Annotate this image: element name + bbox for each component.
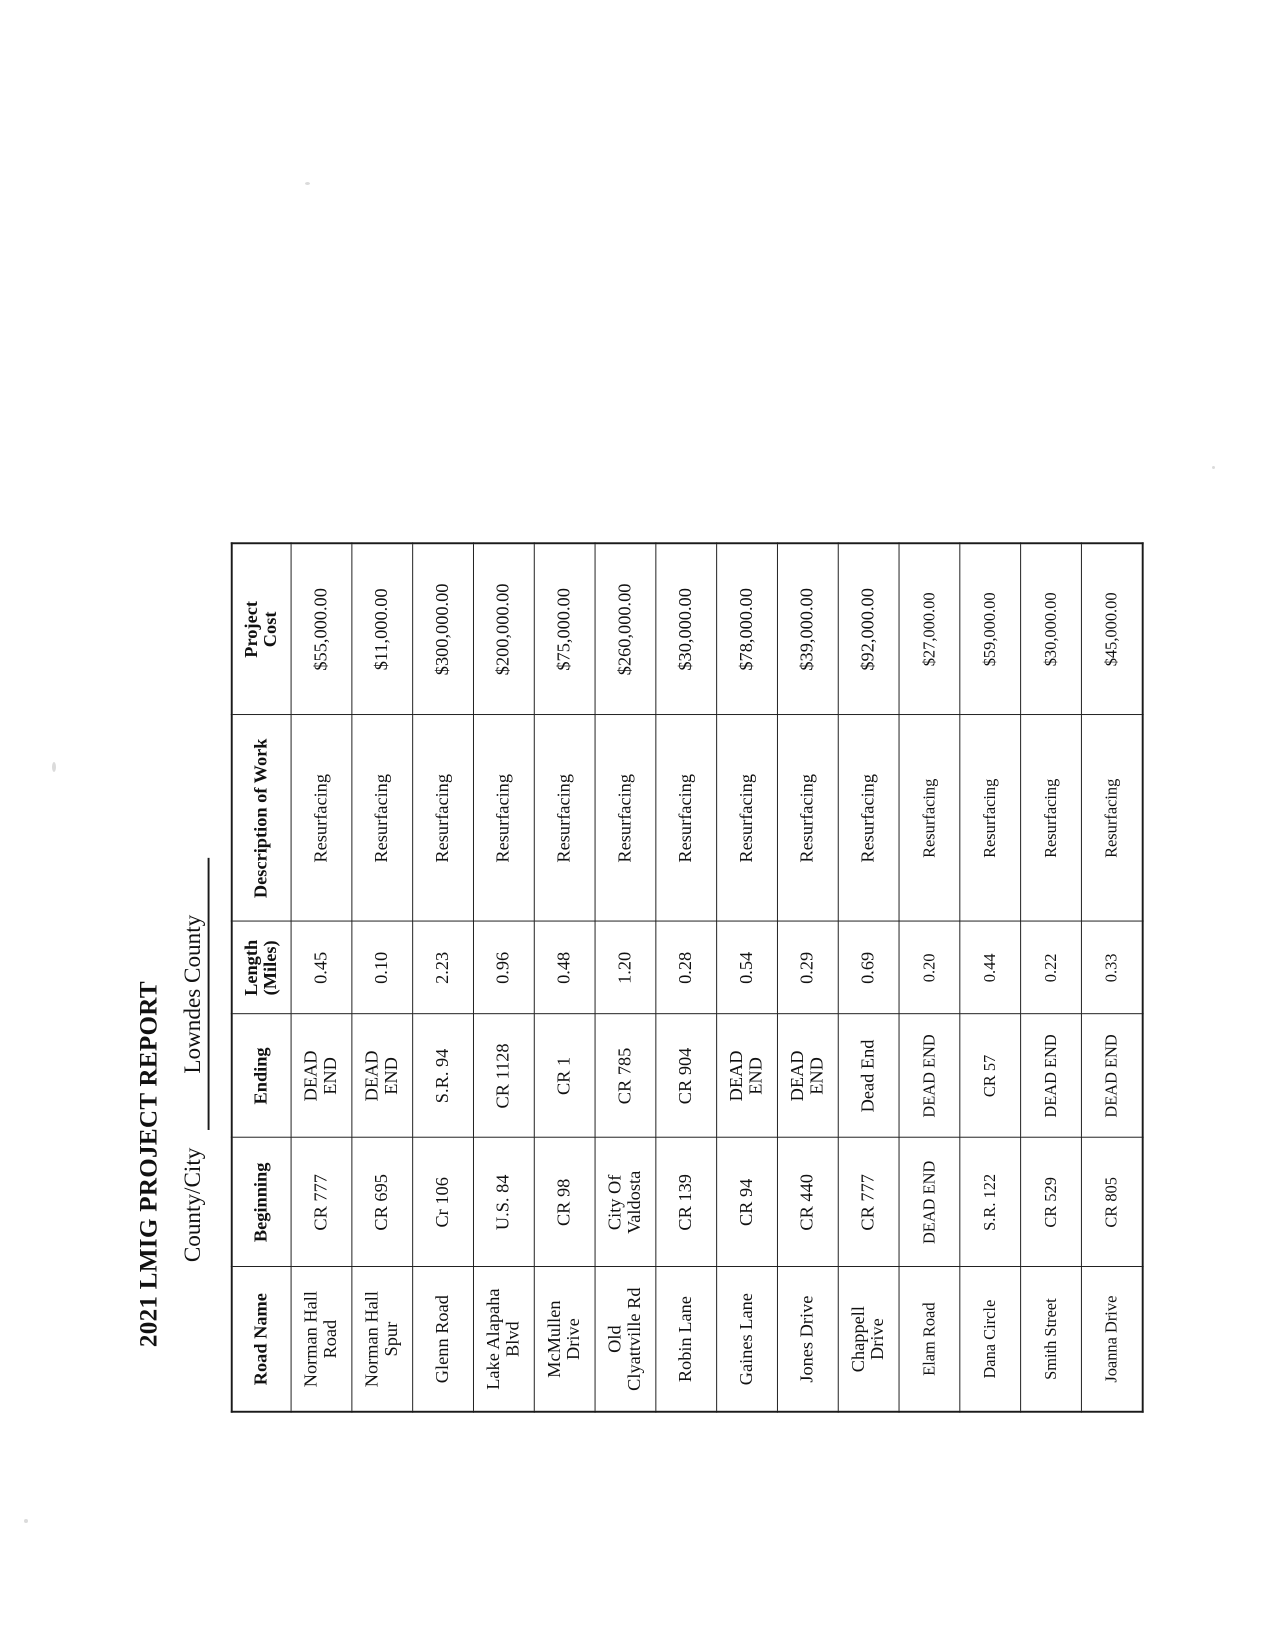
cell-ending — [716, 1014, 777, 1138]
cell-ending-line1: DEAD — [726, 1049, 747, 1101]
cell-road-name-line1: Old — [604, 1324, 626, 1353]
cell-road-name-line1: Elam Road — [919, 1301, 938, 1376]
cell-project-cost: $30,000.00 — [1020, 543, 1081, 715]
cell-ending-line1: CR 904 — [675, 1047, 696, 1104]
cell-road-name — [595, 1267, 656, 1412]
cell-description-of-work: Resurfacing — [1081, 715, 1142, 922]
table-row — [716, 543, 777, 1412]
cell-project-cost: $75,000.00 — [534, 543, 595, 715]
cell-beginning-line1: U.S. 84 — [492, 1174, 514, 1230]
cell-beginning — [534, 1137, 595, 1266]
cell-road-name — [473, 1267, 534, 1412]
cell-ending — [838, 1014, 899, 1138]
cell-ending — [655, 1014, 716, 1138]
cell-length: 0.69 — [838, 921, 899, 1014]
table-row — [959, 543, 1020, 1412]
cell-road-name-line2: Clyattville Rd — [623, 1286, 645, 1391]
cell-project-cost: $59,000.00 — [959, 543, 1020, 715]
cell-road-name-line1: Jones Drive — [796, 1295, 818, 1383]
cell-road-name — [534, 1267, 595, 1412]
cell-ending — [899, 1014, 960, 1138]
county-city-field — [180, 131, 209, 1262]
cell-beginning — [1081, 1137, 1142, 1266]
cell-beginning — [838, 1137, 899, 1266]
cell-length: 0.54 — [716, 921, 777, 1014]
cell-ending — [351, 1014, 412, 1138]
cell-project-cost: $27,000.00 — [899, 543, 960, 715]
cell-road-name-line1: Joanna Drive — [1101, 1295, 1121, 1383]
cell-ending-line1: DEAD END — [1041, 1033, 1060, 1118]
cell-beginning-line1: CR 98 — [553, 1178, 574, 1226]
cell-description-of-work: Resurfacing — [838, 715, 899, 922]
table-row — [291, 543, 352, 1412]
cell-beginning — [959, 1137, 1020, 1266]
table-body — [291, 543, 1143, 1412]
cell-length: 0.20 — [899, 921, 960, 1014]
cell-beginning-line1: CR 777 — [310, 1173, 331, 1231]
cell-project-cost: $30,000.00 — [655, 543, 716, 715]
cell-length: 0.96 — [473, 921, 534, 1014]
cell-beginning-line1: DEAD END — [919, 1160, 938, 1244]
cell-road-name-line1: Chappell — [848, 1305, 869, 1372]
cell-road-name — [838, 1267, 899, 1412]
cell-description-of-work: Resurfacing — [595, 715, 656, 922]
cell-length: 1.20 — [595, 921, 656, 1014]
cell-description-of-work: Resurfacing — [959, 715, 1020, 922]
cell-road-name — [1081, 1267, 1142, 1412]
cell-description-of-work: Resurfacing — [899, 715, 960, 922]
cell-project-cost: $39,000.00 — [777, 543, 838, 715]
document-body — [116, 131, 1158, 1521]
cell-ending-line1: DEAD — [361, 1049, 383, 1101]
cell-project-cost: $300,000.00 — [412, 543, 473, 715]
cell-description-of-work: Resurfacing — [716, 715, 777, 922]
column-header-cost-line2: Cost — [260, 611, 281, 647]
cell-ending-line2: END — [745, 1056, 766, 1095]
cell-ending-line1: DEAD END — [919, 1033, 938, 1118]
cell-ending-line1: CR 57 — [980, 1054, 999, 1097]
cell-project-cost: $55,000.00 — [291, 543, 352, 715]
cell-road-name — [291, 1267, 352, 1412]
cell-ending-line2: END — [380, 1056, 402, 1095]
cell-description-of-work: Resurfacing — [473, 715, 534, 922]
cell-ending-line2: END — [806, 1056, 827, 1095]
cell-ending — [959, 1014, 1020, 1138]
cell-beginning — [716, 1137, 777, 1266]
cell-beginning-line2: Valdosta — [623, 1170, 645, 1234]
cell-ending — [291, 1014, 352, 1138]
cell-road-name-line1: McMullen — [544, 1299, 565, 1378]
cell-ending-line1: Dead End — [857, 1039, 878, 1112]
cell-beginning — [473, 1137, 534, 1266]
table-row — [351, 543, 412, 1412]
column-header-road-name: Road Name — [231, 1267, 290, 1412]
table-row — [777, 543, 838, 1412]
table-row — [1081, 543, 1142, 1412]
cell-ending — [777, 1014, 838, 1138]
cell-description-of-work: Resurfacing — [1020, 715, 1081, 922]
column-header-ending: Ending — [231, 1014, 290, 1138]
cell-road-name-line2: Blvd — [502, 1320, 523, 1357]
table-row — [534, 543, 595, 1412]
cell-beginning — [655, 1137, 716, 1266]
cell-beginning-line1: CR 94 — [736, 1178, 757, 1226]
cell-beginning-line1: CR 529 — [1041, 1176, 1060, 1228]
cell-description-of-work: Resurfacing — [534, 715, 595, 922]
cell-description-of-work: Resurfacing — [291, 715, 352, 922]
cell-beginning — [899, 1137, 960, 1266]
scan-speck — [52, 762, 56, 772]
cell-beginning — [595, 1137, 656, 1266]
cell-road-name-line1: Smith Street — [1041, 1297, 1060, 1380]
cell-ending-line1: DEAD — [300, 1049, 322, 1101]
scan-speck — [24, 1519, 28, 1523]
county-city-value: Lowndes County — [180, 858, 209, 1130]
column-header-cost-line1: Project — [241, 600, 262, 658]
cell-road-name-line1: Robin Lane — [675, 1295, 696, 1382]
column-header-length-line1: Length — [241, 939, 262, 996]
cell-beginning-line1: CR 777 — [857, 1173, 878, 1231]
cell-length: 0.33 — [1081, 921, 1142, 1014]
cell-length: 0.22 — [1020, 921, 1081, 1014]
column-header-beginning: Beginning — [231, 1137, 290, 1266]
cell-ending — [595, 1014, 656, 1138]
page-title: 2021 LMIG PROJECT REPORT — [133, 980, 162, 1347]
column-header-length — [231, 921, 290, 1014]
cell-project-cost: $78,000.00 — [716, 543, 777, 715]
cell-ending-line1: DEAD END — [1101, 1033, 1121, 1118]
cell-length: 0.29 — [777, 921, 838, 1014]
cell-road-name-line1: Gaines Lane — [736, 1292, 757, 1385]
cell-ending — [412, 1014, 473, 1138]
column-header-length-line2: (Miles) — [260, 939, 281, 995]
scan-speck — [1212, 466, 1215, 469]
cell-beginning-line1: CR 440 — [796, 1173, 818, 1231]
cell-beginning — [1020, 1137, 1081, 1266]
cell-length: 0.10 — [351, 921, 412, 1014]
cell-ending — [1081, 1014, 1142, 1138]
cell-road-name-line2: Drive — [867, 1317, 888, 1360]
table-row — [838, 543, 899, 1412]
cell-ending-line1: S.R. 94 — [432, 1048, 453, 1103]
cell-description-of-work: Resurfacing — [777, 715, 838, 922]
table-header-row — [231, 543, 290, 1412]
cell-project-cost: $200,000.00 — [473, 543, 534, 715]
document-header — [116, 131, 209, 1521]
cell-length: 0.45 — [291, 921, 352, 1014]
cell-beginning-line1: City Of — [604, 1174, 626, 1230]
cell-beginning-line1: CR 139 — [675, 1173, 696, 1231]
cell-description-of-work: Resurfacing — [655, 715, 716, 922]
cell-length: 0.44 — [959, 921, 1020, 1014]
table-row — [412, 543, 473, 1412]
cell-ending-line1: CR 1128 — [492, 1042, 514, 1108]
cell-ending-line1: DEAD — [787, 1049, 808, 1101]
cell-road-name — [899, 1267, 960, 1412]
cell-description-of-work: Resurfacing — [412, 715, 473, 922]
cell-road-name — [412, 1267, 473, 1412]
cell-beginning — [351, 1137, 412, 1266]
table-row — [1020, 543, 1081, 1412]
project-table-container — [230, 131, 1143, 1413]
cell-ending — [1020, 1014, 1081, 1138]
county-city-label: County/City — [180, 1147, 206, 1262]
cell-beginning-line1: Cr 106 — [432, 1176, 453, 1228]
cell-length: 0.48 — [534, 921, 595, 1014]
cell-project-cost: $260,000.00 — [595, 543, 656, 715]
cell-ending — [534, 1014, 595, 1138]
cell-beginning-line1: CR 695 — [371, 1173, 392, 1231]
cell-description-of-work: Resurfacing — [351, 715, 412, 922]
column-header-project-cost — [231, 543, 290, 715]
cell-ending — [473, 1014, 534, 1138]
cell-road-name-line2: Road — [320, 1319, 341, 1358]
cell-road-name — [959, 1267, 1020, 1412]
cell-ending-line1: CR 1 — [553, 1056, 574, 1095]
cell-beginning — [412, 1137, 473, 1266]
cell-beginning-line1: S.R. 122 — [980, 1173, 999, 1231]
cell-road-name — [716, 1267, 777, 1412]
cell-ending-line2: END — [320, 1056, 341, 1095]
cell-road-name-line1: Dana Circle — [980, 1299, 999, 1379]
table-row — [655, 543, 716, 1412]
cell-project-cost: $45,000.00 — [1081, 543, 1142, 715]
cell-road-name — [655, 1267, 716, 1412]
table-row — [899, 543, 960, 1412]
cell-beginning — [777, 1137, 838, 1266]
cell-road-name — [1020, 1267, 1081, 1412]
cell-road-name-line1: Norman Hall — [361, 1290, 383, 1387]
cell-road-name-line2: Drive — [563, 1317, 584, 1360]
table-row — [473, 543, 534, 1412]
cell-ending-line1: CR 785 — [614, 1047, 635, 1104]
column-header-description-of-work: Description of Work — [231, 715, 290, 922]
cell-road-name — [351, 1267, 412, 1412]
cell-length: 2.23 — [412, 921, 473, 1014]
table-row — [595, 543, 656, 1412]
cell-road-name-line2: Spur — [380, 1321, 402, 1356]
cell-road-name — [777, 1267, 838, 1412]
cell-road-name-line1: Lake Alapaha — [483, 1287, 504, 1390]
cell-road-name-line1: Norman Hall — [300, 1290, 322, 1387]
cell-road-name-line1: Glenn Road — [432, 1294, 453, 1383]
lmig-project-table — [230, 542, 1143, 1412]
cell-project-cost: $92,000.00 — [838, 543, 899, 715]
cell-beginning — [291, 1137, 352, 1266]
cell-project-cost: $11,000.00 — [351, 543, 412, 715]
cell-beginning-line1: CR 805 — [1101, 1176, 1121, 1228]
cell-length: 0.28 — [655, 921, 716, 1014]
table-header — [231, 543, 290, 1412]
